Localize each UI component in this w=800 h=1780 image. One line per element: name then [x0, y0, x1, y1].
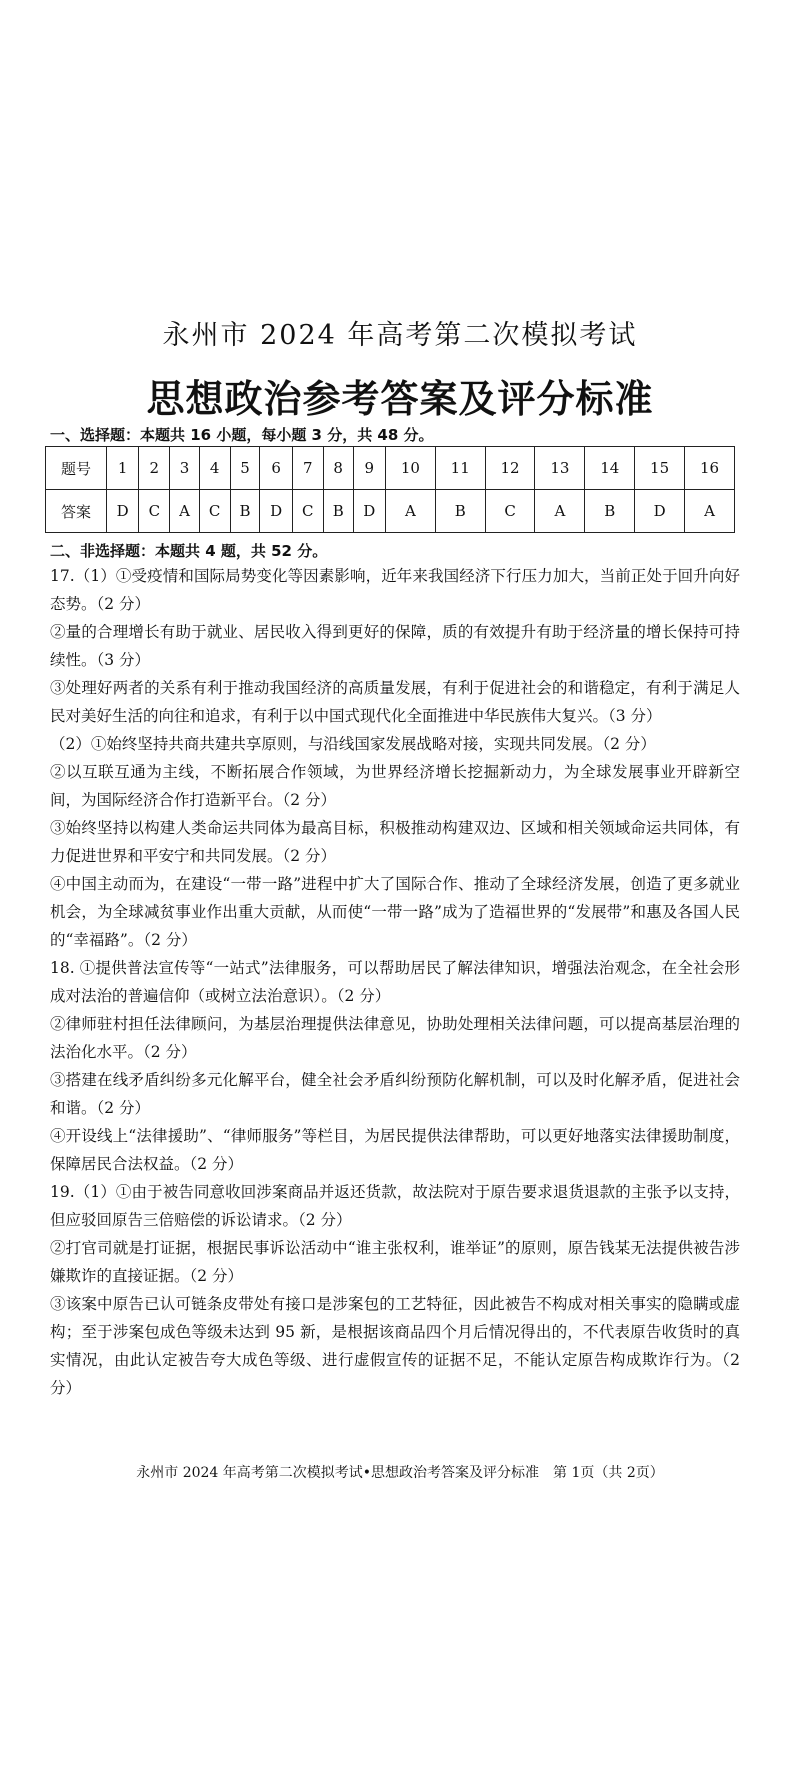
- question-number: 8: [323, 447, 353, 490]
- answer-paragraph: ②以互联互通为主线，不断拓展合作领域，为世界经济增长挖掘新动力，为全球发展事业开辟新空间，为国际经济合作打造新平台。（2 分）: [50, 763, 740, 809]
- answer-paragraph: ②量的合理增长有助于就业、居民收入得到更好的保障，质的有效提升有助于经济量的增长保持可持续性。（3 分）: [50, 623, 740, 669]
- question-number: 9: [353, 447, 385, 490]
- exam-title: 永州市 2024 年高考第二次模拟考试: [162, 320, 638, 351]
- answer-paragraph: 17.（1）①受疫情和国际局势变化等因素影响，近年来我国经济下行压力加大，当前正处于回升向好态势。（2 分）: [50, 567, 740, 613]
- answer-paragraph: ③处理好两者的关系有利于推动我国经济的高质量发展，有利于促进社会的和谐稳定，有利于满足人民对美好生活的向往和追求，有利于以中国式现代化全面推进中华民族伟大复兴。（3 分）: [50, 679, 740, 725]
- answer-letter: B: [230, 490, 260, 533]
- section-1-heading: 一、选择题：本题共 16 小题，每小题 3 分，共 48 分。: [50, 426, 434, 444]
- answer-letter: A: [685, 490, 735, 533]
- answer-letter: C: [139, 490, 170, 533]
- answer-paragraph: ②律师驻村担任法律顾问，为基层治理提供法律意见，协助处理相关法律问题，可以提高基层治理的法治化水平。（2 分）: [50, 1015, 740, 1061]
- question-number: 7: [292, 447, 323, 490]
- answer-letter: C: [292, 490, 323, 533]
- answer-paragraph: ④中国主动而为，在建设“一带一路”进程中扩大了国际合作、推动了全球经济发展，创造了更多就业机会，为全球减贫事业作出重大贡献，从而使“一带一路”成为了造福世界的“发展带”和惠及各国人民的“幸福路”。（2 分）: [50, 875, 740, 949]
- answer-letter: D: [353, 490, 385, 533]
- question-row-label: 题号: [46, 447, 107, 490]
- question-number: 11: [435, 447, 485, 490]
- answer-letter: A: [170, 490, 199, 533]
- question-number: 4: [199, 447, 230, 490]
- answer-letter: D: [635, 490, 685, 533]
- answer-letter: D: [260, 490, 292, 533]
- answer-letter: D: [107, 490, 139, 533]
- question-number-row: [46, 447, 735, 490]
- answer-paragraph: ③该案中原告已认可链条皮带处有接口是涉案包的工艺特征，因此被告不构成对相关事实的隐瞒或虚构；至于涉案包成色等级未达到 95 新，是根据该商品四个月后情况得出的，不代表原告收货时的真实情况，由此认定被告夸大成色等级、进行虚假宣传的证据不足，不能认定原告构成欺诈行为。（2 分）: [50, 1295, 740, 1397]
- question-number: 3: [170, 447, 199, 490]
- question-number: 5: [230, 447, 260, 490]
- question-number: 1: [107, 447, 139, 490]
- question-number: 16: [685, 447, 735, 490]
- answer-letter: C: [199, 490, 230, 533]
- answer-letter: B: [323, 490, 353, 533]
- answer-letter: C: [485, 490, 535, 533]
- page-footer: 永州市 2024 年高考第二次模拟考试•思想政治考答案及评分标准 第 1页（共 2页）: [136, 1465, 664, 1481]
- answer-key-title: 思想政治参考答案及评分标准: [146, 377, 654, 421]
- answer-table: [45, 446, 735, 533]
- question-number: 2: [139, 447, 170, 490]
- question-number: 10: [385, 447, 435, 490]
- section-2-heading: 二、非选择题：本题共 4 题，共 52 分。: [50, 542, 328, 560]
- answer-row-label: 答案: [46, 490, 107, 533]
- answer-letter: A: [535, 490, 585, 533]
- question-number: 13: [535, 447, 585, 490]
- answer-paragraph: ③始终坚持以构建人类命运共同体为最高目标，积极推动构建双边、区域和相关领域命运共同体，有力促进世界和平安宁和共同发展。（2 分）: [50, 819, 740, 865]
- answer-paragraph: 19.（1）①由于被告同意收回涉案商品并返还货款，故法院对于原告要求退货退款的主张予以支持，但应驳回原告三倍赔偿的诉讼请求。（2 分）: [50, 1183, 740, 1229]
- answer-paragraph: ②打官司就是打证据，根据民事诉讼活动中“谁主张权利，谁举证”的原则，原告钱某无法提供被告涉嫌欺诈的直接证据。（2 分）: [50, 1239, 740, 1285]
- question-number: 6: [260, 447, 292, 490]
- answer-body: [50, 562, 740, 1402]
- answer-paragraph: （2）①始终坚持共商共建共享原则，与沿线国家发展战略对接，实现共同发展。（2 分）: [50, 735, 656, 753]
- answer-letter: A: [385, 490, 435, 533]
- question-number: 15: [635, 447, 685, 490]
- answer-paragraph: 18. ①提供普法宣传等“一站式”法律服务，可以帮助居民了解法律知识，增强法治观念，在全社会形成对法治的普遍信仰（或树立法治意识）。（2 分）: [50, 959, 740, 1005]
- question-number: 14: [585, 447, 635, 490]
- answer-paragraph: ③搭建在线矛盾纠纷多元化解平台，健全社会矛盾纠纷预防化解机制，可以及时化解矛盾，促进社会和谐。（2 分）: [50, 1071, 740, 1117]
- answer-paragraph: ④开设线上“法律援助”、“律师服务”等栏目，为居民提供法律帮助，可以更好地落实法律援助制度，保障居民合法权益。（2 分）: [50, 1127, 740, 1173]
- answer-row: [46, 490, 735, 533]
- answer-letter: B: [585, 490, 635, 533]
- question-number: 12: [485, 447, 535, 490]
- answer-letter: B: [435, 490, 485, 533]
